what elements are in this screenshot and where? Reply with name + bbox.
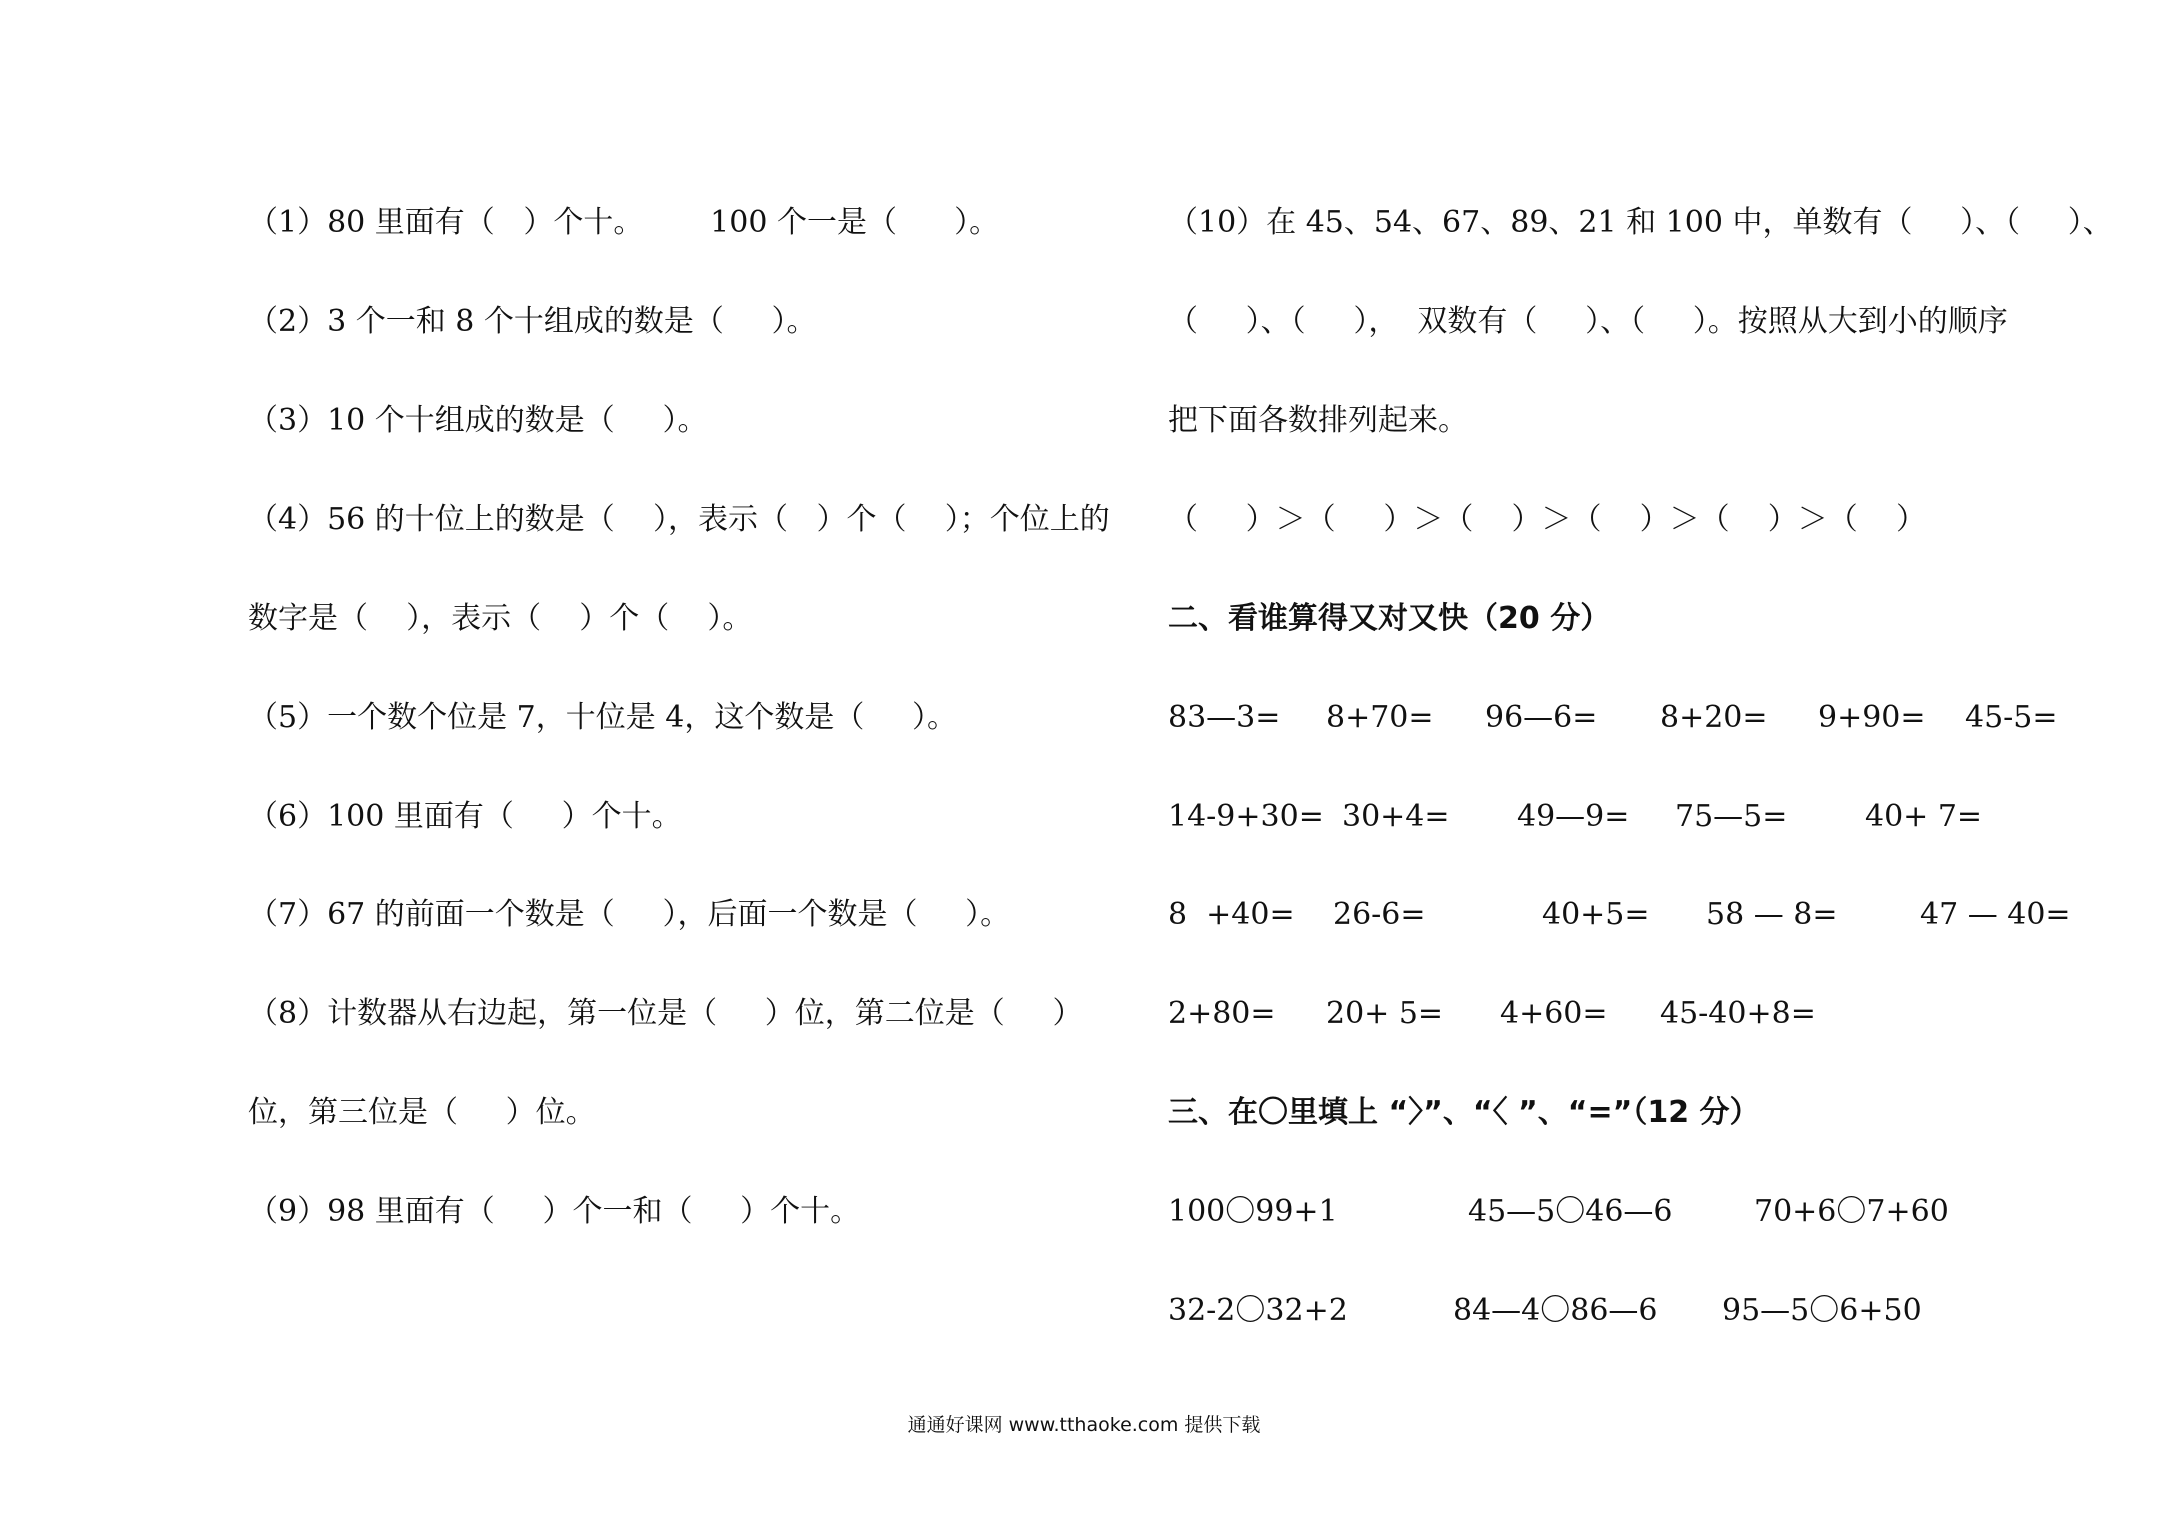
ordering-blanks: （ ）＞（ ）＞（ ）＞（ ）＞（ ）＞（ ） <box>1168 502 1926 537</box>
calc-item: 75—5= <box>1675 799 1788 834</box>
section-2-title: 二、看谁算得又对又快（20 分） <box>1168 601 1611 636</box>
question-5: （5）一个数个位是 7，十位是 4，这个数是（ ）。 <box>248 700 958 735</box>
calc-item: 49—9= <box>1517 799 1630 834</box>
compare-item: 70+6〇7+60 <box>1754 1194 1949 1229</box>
question-4: （4）56 的十位上的数是（ ），表示（ ）个（ ）；个位上的 <box>248 502 1110 537</box>
calc-item: 45-5= <box>1965 700 2058 735</box>
question-9: （9）98 里面有（ ）个一和（ ）个十。 <box>248 1194 861 1229</box>
question-10: （10）在 45、54、67、89、21 和 100 中，单数有（ ）、（ ）、 <box>1168 205 2113 240</box>
question-2: （2）3 个一和 8 个十组成的数是（ ）。 <box>248 304 817 339</box>
calc-item: 58 — 8= <box>1706 897 1838 932</box>
question-8-continued: 位，第三位是（ ）位。 <box>248 1095 596 1130</box>
calc-item: 96—6= <box>1485 700 1598 735</box>
compare-item: 95—5〇6+50 <box>1722 1293 1922 1328</box>
calc-item: 14-9+30= <box>1168 799 1324 834</box>
compare-item: 100〇99+1 <box>1168 1194 1338 1229</box>
compare-item: 84—4〇86—6 <box>1453 1293 1658 1328</box>
question-4-continued: 数字是（ ），表示（ ）个（ ）。 <box>248 601 753 636</box>
compare-item: 45—5〇46—6 <box>1468 1194 1673 1229</box>
question-10-line-2: （ ）、（ ）， 双数有（ ）、（ ）。按照从大到小的顺序 <box>1168 304 2008 339</box>
calc-item: 40+5= <box>1542 897 1650 932</box>
question-10-line-3: 把下面各数排列起来。 <box>1168 403 1468 438</box>
calc-item: 8 +40= <box>1168 897 1295 932</box>
calc-item: 8+70= <box>1326 700 1434 735</box>
question-3: （3）10 个十组成的数是（ ）。 <box>248 403 708 438</box>
question-7: （7）67 的前面一个数是（ ），后面一个数是（ ）。 <box>248 897 1011 932</box>
question-6: （6）100 里面有（ ）个十。 <box>248 799 682 834</box>
calc-item: 2+80= <box>1168 996 1276 1031</box>
calc-item: 4+60= <box>1500 996 1608 1031</box>
calc-item: 20+ 5= <box>1326 996 1444 1031</box>
question-1: （1）80 里面有（ ）个十。 100 个一是（ ）。 <box>248 205 1000 240</box>
section-3-title: 三、在〇里填上 “〉”、“〈 ”、“=”（12 分） <box>1168 1095 1760 1130</box>
calc-item: 83—3= <box>1168 700 1281 735</box>
calc-item: 40+ 7= <box>1865 799 1983 834</box>
calc-item: 30+4= <box>1342 799 1450 834</box>
calc-item: 9+90= <box>1818 700 1926 735</box>
calc-item: 8+20= <box>1660 700 1768 735</box>
question-8: （8）计数器从右边起，第一位是（ ）位，第二位是（ ） <box>248 996 1083 1031</box>
compare-item: 32-2〇32+2 <box>1168 1293 1348 1328</box>
footer-credit: 通通好课网 www.tthaoke.com 提供下载 <box>907 1414 1261 1436</box>
calc-item: 45-40+8= <box>1660 996 1816 1031</box>
calc-item: 26-6= <box>1333 897 1426 932</box>
calc-item: 47 — 40= <box>1920 897 2071 932</box>
